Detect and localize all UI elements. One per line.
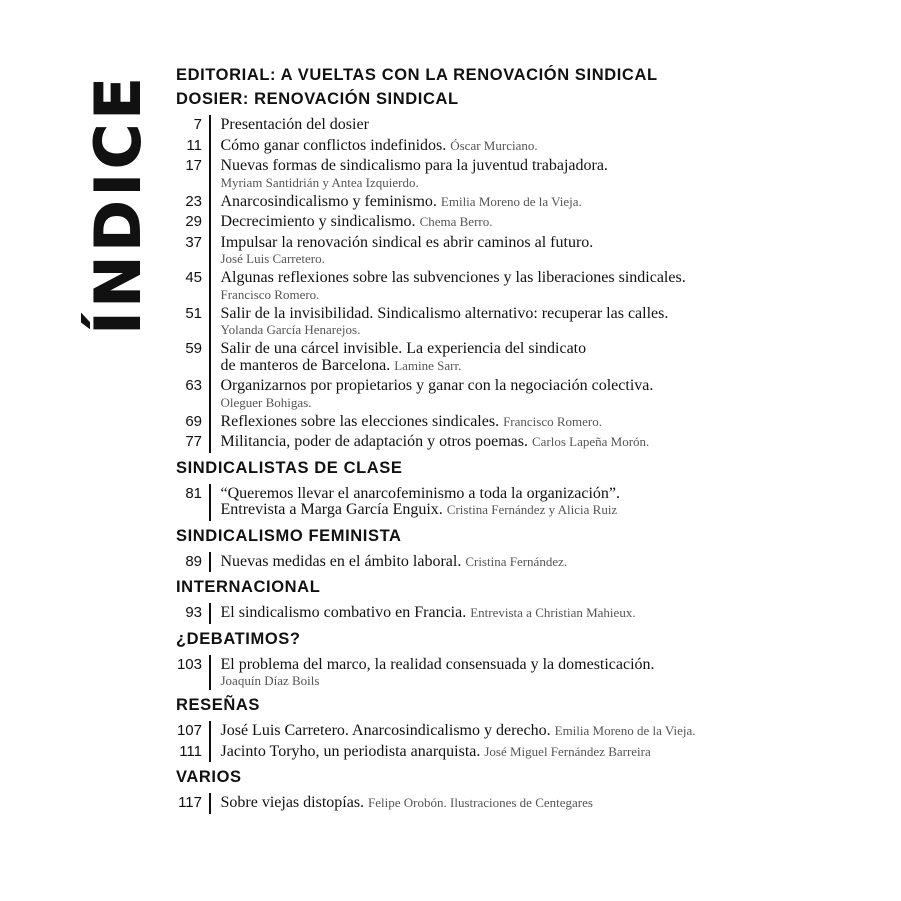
toc-entry[interactable] xyxy=(176,192,876,213)
toc-entry[interactable] xyxy=(176,721,876,742)
toc-entry[interactable] xyxy=(176,156,876,192)
toc-entry[interactable] xyxy=(176,376,876,412)
entry-title: Jacinto Toryho, un periodista anarquista. xyxy=(220,742,481,760)
toc-entry[interactable] xyxy=(176,432,876,453)
entry-author: Cristina Fernández. xyxy=(465,553,568,569)
entry-title-line1: “Queremos llevar el anarcofeminismo a toda la organización”. xyxy=(220,484,621,502)
entry-title: Sobre viejas distopías. xyxy=(220,794,365,811)
divider xyxy=(209,233,211,269)
page-number: 51 xyxy=(185,304,202,322)
entry-title: Entrevista a Marga García Enguix. xyxy=(220,501,443,518)
entry-title: Nuevas formas de sindicalismo para la juventud trabajadora. xyxy=(220,157,608,174)
entry-author: Francisco Romero. xyxy=(503,413,602,429)
divider xyxy=(209,484,211,521)
page-number: 107 xyxy=(176,722,202,739)
divider xyxy=(209,268,211,304)
entry-author: Emilia Moreno de la Vieja. xyxy=(440,193,582,209)
divider xyxy=(209,376,211,412)
toc-entry[interactable] xyxy=(176,412,876,433)
divider xyxy=(209,412,211,433)
section-heading-editorial[interactable]: EDITORIAL: A VUELTAS CON LA RENOVACIÓN SINDICAL xyxy=(176,66,658,84)
divider xyxy=(209,136,211,157)
entry-author: Yolanda García Henarejos. xyxy=(220,322,361,337)
page-number: 63 xyxy=(185,377,202,394)
divider xyxy=(209,304,211,340)
divider xyxy=(209,192,211,213)
page-number: 7 xyxy=(193,116,202,133)
index-title xyxy=(81,68,155,340)
entry-title: Presentación del dosier xyxy=(220,116,369,133)
entry-title-line1: Salir de una cárcel invisible. La experiencia del sindicato xyxy=(220,340,587,357)
divider xyxy=(209,655,211,691)
entry-author: Entrevista a Christian Mahieux. xyxy=(470,605,636,620)
toc-entry[interactable] xyxy=(176,603,876,624)
entry-author: Carlos Lapeña Morón. xyxy=(531,434,650,449)
toc-entry[interactable] xyxy=(176,484,876,521)
divider xyxy=(209,212,211,233)
entry-author: Joaquín Díaz Boils xyxy=(220,673,320,688)
toc-entry[interactable] xyxy=(176,793,876,814)
entries-sindicalismo-feminista xyxy=(176,552,876,573)
toc-entry[interactable] xyxy=(176,212,876,233)
toc-entry[interactable] xyxy=(176,552,876,573)
entries-resenas xyxy=(176,721,876,762)
divider xyxy=(209,432,211,453)
toc-entry[interactable] xyxy=(176,233,876,269)
section-heading-internacional[interactable]: INTERNACIONAL xyxy=(176,578,321,596)
entries-sindicalistas-de-clase xyxy=(176,484,876,521)
section-heading-resenas[interactable]: RESEÑAS xyxy=(176,696,260,714)
divider xyxy=(209,721,211,742)
entry-title: Militancia, poder de adaptación y otros poemas. xyxy=(220,433,528,450)
index-title-text: ÍNDICE xyxy=(81,73,155,335)
toc-entry[interactable] xyxy=(176,742,876,763)
page-number: 17 xyxy=(185,157,202,174)
entry-title: Cómo ganar conflictos indefinidos. xyxy=(220,136,447,154)
table-of-contents xyxy=(176,64,876,818)
page-number: 93 xyxy=(185,604,202,621)
entry-title: Anarcosindicalismo y feminismo. xyxy=(220,192,437,210)
entry-author: Lamine Sarr. xyxy=(394,357,462,373)
entries-internacional xyxy=(176,603,876,624)
entry-author: José Miguel Fernández Barreira xyxy=(484,743,651,759)
toc-entry[interactable] xyxy=(176,268,876,304)
entry-title: Algunas reflexiones sobre las subvenciones y las liberaciones sindicales. xyxy=(220,269,686,286)
divider xyxy=(209,793,211,814)
page-number: 111 xyxy=(179,742,202,760)
entry-title: El sindicalismo combativo en Francia. xyxy=(220,604,467,621)
entry-author: Felipe Orobón. Ilustraciones de Centegares xyxy=(368,795,593,810)
page-number: 81 xyxy=(185,484,202,502)
page-number: 23 xyxy=(185,192,202,210)
entry-author: Cristina Fernández y Alicia Ruiz xyxy=(446,502,618,517)
entries-dosier xyxy=(176,115,876,453)
divider xyxy=(209,603,211,624)
entry-title: Reflexiones sobre las elecciones sindicales. xyxy=(220,412,500,430)
toc-entry[interactable] xyxy=(176,136,876,157)
entry-title: Organizarnos por propietarios y ganar con la negociación colectiva. xyxy=(220,377,654,394)
divider xyxy=(209,339,211,376)
page-number: 37 xyxy=(185,233,202,251)
entry-title: Impulsar la renovación sindical es abrir caminos al futuro. xyxy=(220,233,594,251)
page-number: 59 xyxy=(185,340,202,357)
section-heading-sindicalismo-feminista[interactable]: SINDICALISMO FEMINISTA xyxy=(176,526,402,545)
divider xyxy=(209,115,211,136)
section-heading-sindicalistas-de-clase[interactable]: SINDICALISTAS DE CLASE xyxy=(176,458,403,477)
entries-debatimos xyxy=(176,655,876,691)
page-number: 69 xyxy=(185,412,202,430)
divider xyxy=(209,552,211,573)
entry-title: José Luis Carretero. Anarcosindicalismo y derecho. xyxy=(220,722,551,739)
page-number: 11 xyxy=(186,136,202,154)
page-number: 29 xyxy=(185,213,202,230)
entry-author: Emilia Moreno de la Vieja. xyxy=(554,723,696,738)
entry-author: José Luis Carretero. xyxy=(220,251,325,266)
page-number: 89 xyxy=(185,552,202,570)
toc-entry[interactable] xyxy=(176,655,876,691)
entry-author: Óscar Murciano. xyxy=(450,137,538,153)
entry-title: Decrecimiento y sindicalismo. xyxy=(220,213,416,230)
section-heading-varios[interactable]: VARIOS xyxy=(176,768,242,786)
section-heading-dosier[interactable]: DOSIER: RENOVACIÓN SINDICAL xyxy=(176,90,459,108)
toc-entry[interactable] xyxy=(176,339,876,376)
divider xyxy=(209,156,211,192)
page-number: 117 xyxy=(178,794,202,811)
page-number: 77 xyxy=(185,433,202,450)
entries-varios xyxy=(176,793,876,814)
entry-title: Salir de la invisibilidad. Sindicalismo alternativo: recuperar las calles. xyxy=(220,304,669,322)
page-number: 45 xyxy=(185,269,202,286)
page-number: 103 xyxy=(176,655,202,673)
entry-title: de manteros de Barcelona. xyxy=(220,356,391,374)
entry-title: Nuevas medidas en el ámbito laboral. xyxy=(220,552,462,570)
entry-author: Myriam Santidrián y Antea Izquierdo. xyxy=(220,174,419,190)
section-heading-debatimos[interactable]: ¿DEBATIMOS? xyxy=(176,629,301,648)
toc-entry[interactable] xyxy=(176,304,876,340)
entry-author: Francisco Romero. xyxy=(220,286,320,302)
divider xyxy=(209,742,211,763)
entry-author: Oleguer Bohigas. xyxy=(220,394,312,410)
toc-entry[interactable] xyxy=(176,115,876,136)
entry-author: Chema Berro. xyxy=(419,214,493,229)
entry-title: El problema del marco, la realidad consensuada y la domesticación. xyxy=(220,655,655,673)
